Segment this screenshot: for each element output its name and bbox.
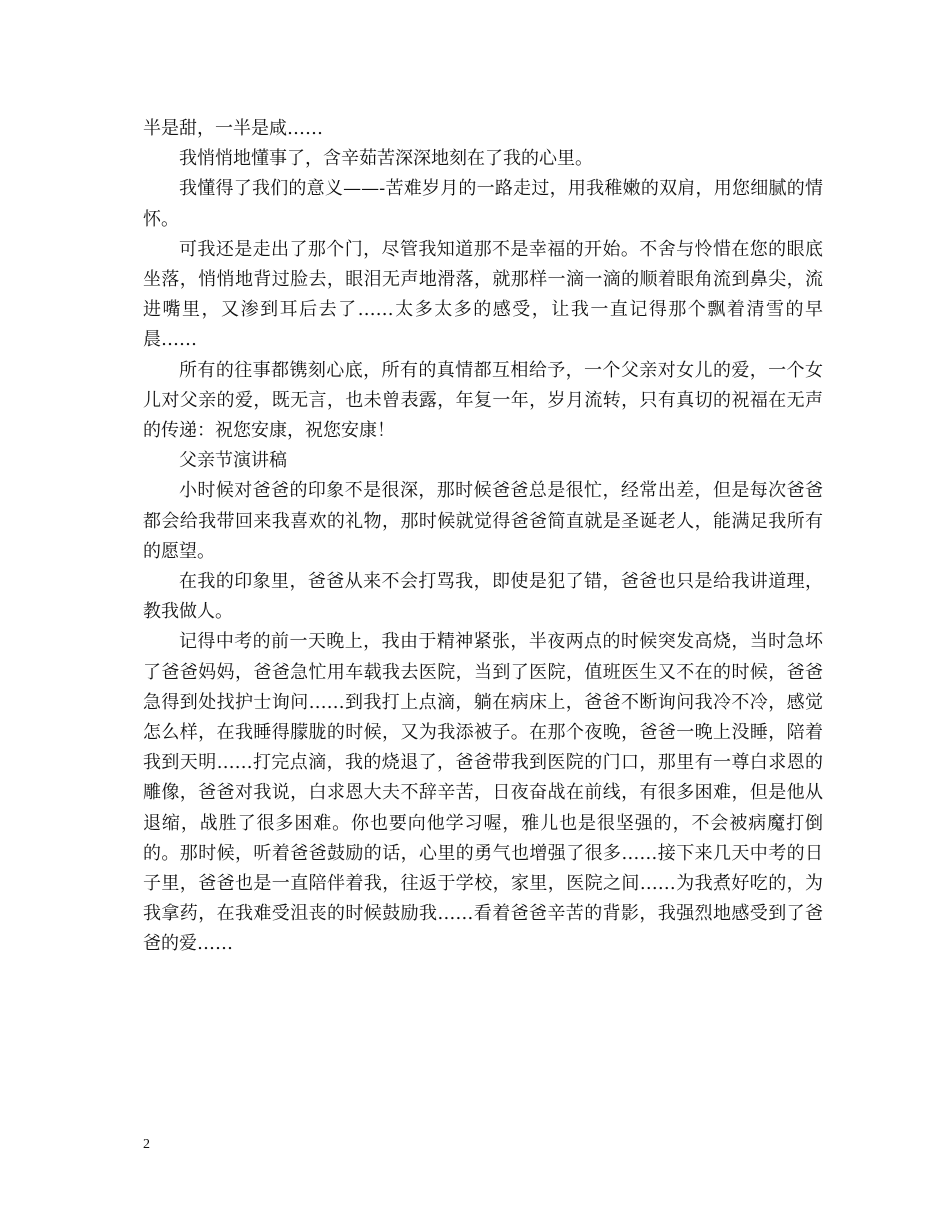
- paragraph: 小时候对爸爸的印象不是很深，那时候爸爸总是很忙，经常出差，但是每次爸爸都会给我带回来我喜欢的礼物，那时候就觉得爸爸简直就是圣诞老人，能满足我所有的愿望。: [143, 480, 823, 562]
- section-heading: 父亲节演讲稿: [179, 450, 287, 472]
- document-body: [143, 114, 823, 960]
- page-number: 2: [143, 1137, 150, 1152]
- paragraph: 可我还是走出了那个门，尽管我知道那不是幸福的开始。不舍与怜惜在您的眼底坐落，悄悄地背过脸去，眼泪无声地滑落，就那样一滴一滴的顺着眼角流到鼻尖，流进嘴里，又渗到耳后去了……太多太多的感受，让我一直记得那个飘着清雪的早晨……: [143, 238, 823, 351]
- paragraph: 在我的印象里，爸爸从来不会打骂我，即使是犯了错，爸爸也只是给我讲道理，教我做人。: [143, 571, 823, 623]
- paragraph: 我懂得了我们的意义——-苦难岁月的一路走过，用我稚嫩的双肩，用您细腻的情怀。: [143, 178, 823, 230]
- paragraph: 所有的往事都镌刻心底，所有的真情都互相给予，一个父亲对女儿的爱，一个女儿对父亲的爱，既无言，也未曾表露，年复一年，岁月流转，只有真切的祝福在无声的传递：祝您安康，祝您安康！: [143, 359, 823, 442]
- paragraph: 记得中考的前一天晚上，我由于精神紧张，半夜两点的时候突发高烧，当时急坏了爸爸妈妈，爸爸急忙用车载我去医院，当到了医院，值班医生又不在的时候，爸爸急得到处找护士询问……到我打上点滴，躺在病床上，爸爸不断询问我冷不冷，感觉怎么样，在我睡得朦胧的时候，又为我添被子。在那个夜晚，爸爸一晚上没睡，陪着我到天明……打完点滴，我的烧退了，爸爸带我到医院的门口，那里有一尊白求恩的雕像，爸爸对我说，白求恩大夫不辞辛苦，日夜奋战在前线，有很多困难，但是他从退缩，战胜了很多困难。你也要向他学习喔，雅儿也是很坚强的，不会被病魔打倒的。那时候，听着爸爸鼓励的话，心里的勇气也增强了很多……接下来几天中考的日子里，爸爸也是一直陪伴着我，往返于学校，家里，医院之间……为我煮好吃的，为我拿药，在我难受沮丧的时候鼓励我……看着爸爸辛苦的背影，我强烈地感受到了爸爸的爱……: [143, 631, 823, 955]
- paragraph-continuation: 半是甜，一半是咸……: [143, 118, 323, 139]
- paragraph: 我悄悄地懂事了，含辛茹苦深深地刻在了我的心里。: [179, 148, 593, 170]
